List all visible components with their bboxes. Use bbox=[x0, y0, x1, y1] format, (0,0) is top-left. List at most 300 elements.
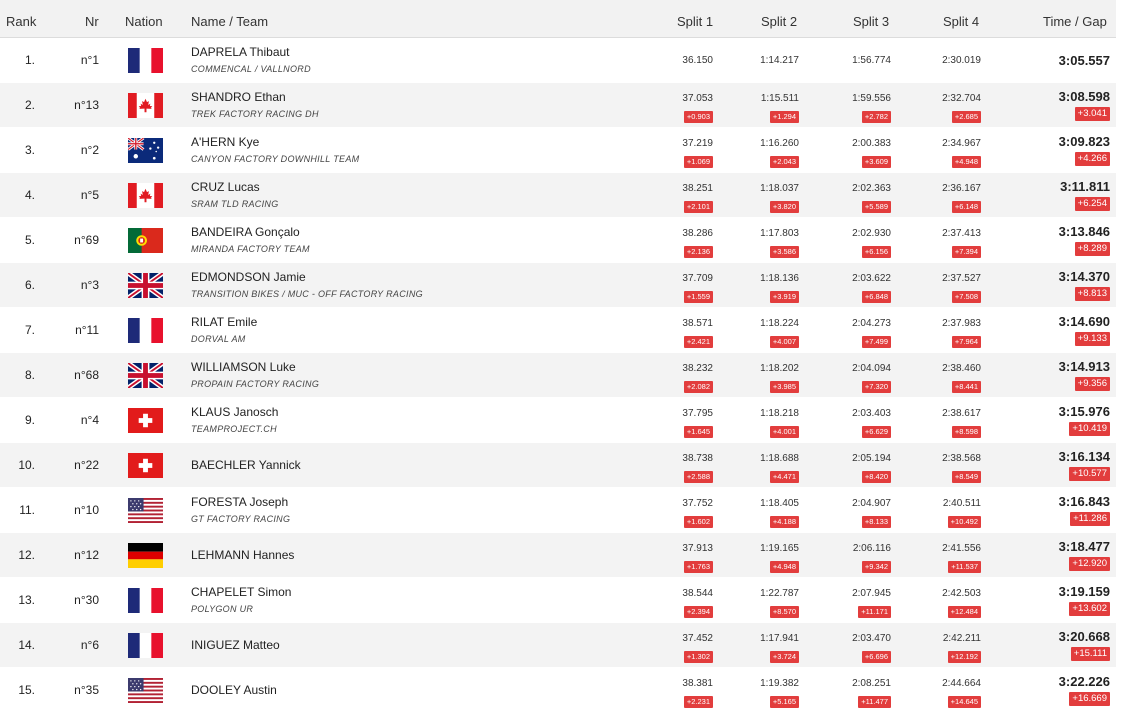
rank: 9. bbox=[24, 413, 35, 427]
split-1 bbox=[643, 498, 713, 528]
bib-number: n°10 bbox=[74, 503, 99, 517]
nation-flag-icon bbox=[128, 318, 163, 343]
gap-badge: +13.602 bbox=[1069, 602, 1110, 616]
split-time: 37.795 bbox=[682, 408, 713, 419]
rider-name[interactable]: RILAT Emile bbox=[191, 315, 258, 329]
split-gap-badge: +2.588 bbox=[684, 471, 713, 483]
split-gap-badge: +8.598 bbox=[952, 426, 981, 438]
split-time: 2:42.211 bbox=[942, 633, 981, 644]
split-2 bbox=[729, 453, 799, 483]
team-name: CANYON FACTORY DOWNHILL TEAM bbox=[191, 154, 360, 164]
split-time: 37.913 bbox=[682, 543, 713, 554]
rank: 10. bbox=[18, 458, 35, 472]
table-row[interactable] bbox=[0, 173, 1116, 218]
gap-badge: +6.254 bbox=[1075, 197, 1110, 211]
split-gap-badge: +7.964 bbox=[952, 336, 981, 348]
total-time: 3:13.846 bbox=[1058, 224, 1110, 239]
split-time: 1:19.382 bbox=[760, 678, 799, 689]
split-3 bbox=[821, 408, 891, 438]
split-gap-badge: +1.645 bbox=[684, 426, 713, 438]
split-3 bbox=[821, 588, 891, 618]
split-gap-badge: +2.136 bbox=[684, 246, 713, 258]
split-time: 38.544 bbox=[682, 588, 713, 599]
split-gap-badge: +4.188 bbox=[770, 516, 799, 528]
split-gap-badge: +2.231 bbox=[684, 696, 713, 708]
split-time: 38.381 bbox=[682, 678, 713, 689]
finish-time bbox=[1020, 443, 1110, 487]
total-time: 3:14.370 bbox=[1058, 269, 1110, 284]
split-4 bbox=[911, 93, 981, 123]
gap-badge: +16.669 bbox=[1069, 692, 1110, 706]
rank: 5. bbox=[24, 233, 35, 247]
total-time: 3:16.843 bbox=[1058, 494, 1110, 509]
split-time: 2:04.094 bbox=[852, 363, 891, 374]
gap-badge: +9.133 bbox=[1075, 332, 1110, 346]
split-3 bbox=[821, 633, 891, 663]
split-time: 2:03.403 bbox=[852, 408, 891, 419]
split-1 bbox=[643, 633, 713, 663]
split-gap-badge: +3.985 bbox=[770, 381, 799, 393]
split-time: 37.452 bbox=[682, 633, 713, 644]
total-time: 3:16.134 bbox=[1058, 449, 1110, 464]
split-gap-badge: +7.394 bbox=[952, 246, 981, 258]
table-row[interactable] bbox=[0, 38, 1116, 83]
split-gap-badge: +1.602 bbox=[684, 516, 713, 528]
bib-number: n°12 bbox=[74, 548, 99, 562]
rank: 7. bbox=[24, 323, 35, 337]
split-2 bbox=[729, 588, 799, 618]
split-time: 1:18.136 bbox=[760, 273, 799, 284]
split-gap-badge: +3.919 bbox=[770, 291, 799, 303]
nation-flag-icon bbox=[128, 228, 163, 253]
finish-time bbox=[1020, 668, 1110, 712]
gap-badge: +10.577 bbox=[1069, 467, 1110, 481]
split-2 bbox=[729, 228, 799, 258]
split-2 bbox=[729, 678, 799, 708]
header-name-team[interactable]: Name / Team bbox=[191, 14, 269, 29]
split-gap-badge: +14.645 bbox=[948, 696, 981, 708]
split-4 bbox=[911, 318, 981, 348]
table-row[interactable] bbox=[0, 668, 1116, 713]
split-gap-badge: +3.586 bbox=[770, 246, 799, 258]
split-2 bbox=[729, 498, 799, 528]
split-time: 1:17.803 bbox=[760, 228, 799, 239]
finish-time bbox=[1020, 173, 1110, 217]
split-3 bbox=[821, 363, 891, 393]
split-4 bbox=[911, 588, 981, 618]
split-time: 1:19.165 bbox=[760, 543, 799, 554]
table-row[interactable] bbox=[0, 623, 1116, 668]
header-nation[interactable]: Nation bbox=[125, 14, 163, 29]
split-time: 1:56.774 bbox=[852, 55, 891, 66]
bib-number: n°22 bbox=[74, 458, 99, 472]
split-gap-badge: +9.342 bbox=[862, 561, 891, 573]
split-3 bbox=[821, 183, 891, 213]
table-row[interactable] bbox=[0, 353, 1116, 398]
split-2 bbox=[729, 138, 799, 168]
split-2 bbox=[729, 543, 799, 573]
split-time: 1:18.688 bbox=[760, 453, 799, 464]
split-2 bbox=[729, 633, 799, 663]
rank: 8. bbox=[24, 368, 35, 382]
finish-time bbox=[1020, 263, 1110, 307]
header-split-3[interactable]: Split 3 bbox=[853, 14, 890, 29]
nation-flag-icon bbox=[128, 543, 163, 568]
split-3 bbox=[821, 543, 891, 573]
split-gap-badge: +6.156 bbox=[862, 246, 891, 258]
split-time: 2:38.460 bbox=[942, 363, 981, 374]
split-4 bbox=[911, 633, 981, 663]
table-row[interactable] bbox=[0, 263, 1116, 308]
rider-name[interactable]: SHANDRO Ethan bbox=[191, 90, 286, 104]
split-gap-badge: +2.082 bbox=[684, 381, 713, 393]
table-row[interactable] bbox=[0, 308, 1116, 353]
split-gap-badge: +2.421 bbox=[684, 336, 713, 348]
split-gap-badge: +11.537 bbox=[948, 561, 981, 573]
table-row[interactable] bbox=[0, 533, 1116, 578]
split-1 bbox=[643, 408, 713, 438]
finish-time bbox=[1020, 353, 1110, 397]
split-time: 2:40.511 bbox=[942, 498, 981, 509]
header-rank[interactable]: Rank bbox=[6, 14, 37, 29]
split-time: 2:30.019 bbox=[942, 55, 981, 66]
team-name: MIRANDA FACTORY TEAM bbox=[191, 244, 310, 254]
nation-flag-icon bbox=[128, 363, 163, 388]
split-gap-badge: +8.420 bbox=[862, 471, 891, 483]
split-3 bbox=[821, 318, 891, 348]
split-2 bbox=[729, 273, 799, 303]
split-1 bbox=[643, 453, 713, 483]
split-1 bbox=[643, 183, 713, 213]
rank: 15. bbox=[18, 683, 35, 697]
rank: 4. bbox=[24, 188, 35, 202]
bib-number: n°35 bbox=[74, 683, 99, 697]
rank: 13. bbox=[18, 593, 35, 607]
split-4 bbox=[911, 543, 981, 573]
split-gap-badge: +8.133 bbox=[862, 516, 891, 528]
split-1 bbox=[643, 363, 713, 393]
rider-name[interactable]: LEHMANN Hannes bbox=[191, 548, 295, 562]
split-gap-badge: +3.724 bbox=[770, 651, 799, 663]
bib-number: n°11 bbox=[75, 323, 99, 337]
rank: 12. bbox=[18, 548, 35, 562]
nation-flag-icon bbox=[128, 138, 163, 163]
split-time: 2:05.194 bbox=[852, 453, 891, 464]
split-4 bbox=[911, 678, 981, 708]
split-gap-badge: +8.441 bbox=[952, 381, 981, 393]
nation-flag-icon bbox=[128, 453, 163, 478]
rank: 11. bbox=[19, 503, 35, 517]
rider-name[interactable]: CHAPELET Simon bbox=[191, 585, 292, 599]
split-time: 2:41.556 bbox=[942, 543, 981, 554]
total-time: 3:19.159 bbox=[1058, 584, 1110, 599]
split-time: 2:04.907 bbox=[852, 498, 891, 509]
split-2 bbox=[729, 183, 799, 213]
bib-number: n°5 bbox=[80, 188, 99, 202]
split-3 bbox=[821, 453, 891, 483]
split-time: 2:34.967 bbox=[942, 138, 981, 149]
nation-flag-icon bbox=[128, 408, 163, 433]
finish-time bbox=[1020, 623, 1110, 667]
header-nr[interactable]: Nr bbox=[85, 14, 99, 29]
split-gap-badge: +1.302 bbox=[684, 651, 713, 663]
split-2 bbox=[729, 363, 799, 393]
rank: 1. bbox=[24, 53, 35, 67]
nation-flag-icon bbox=[128, 273, 163, 298]
split-gap-badge: +2.394 bbox=[684, 606, 713, 618]
team-name: TREK FACTORY RACING DH bbox=[191, 109, 319, 119]
table-row[interactable] bbox=[0, 218, 1116, 263]
gap-badge: +15.111 bbox=[1071, 647, 1110, 661]
split-gap-badge: +1.559 bbox=[684, 291, 713, 303]
split-time: 38.738 bbox=[682, 453, 713, 464]
team-name: GT FACTORY RACING bbox=[191, 514, 291, 524]
bib-number: n°4 bbox=[80, 413, 99, 427]
bib-number: n°68 bbox=[74, 368, 99, 382]
split-gap-badge: +12.484 bbox=[948, 606, 981, 618]
split-3 bbox=[821, 498, 891, 528]
gap-badge: +10.419 bbox=[1069, 422, 1110, 436]
split-gap-badge: +2.782 bbox=[862, 111, 891, 123]
split-time: 2:02.363 bbox=[852, 183, 891, 194]
nation-flag-icon bbox=[128, 633, 163, 658]
rider-name[interactable]: EDMONDSON Jamie bbox=[191, 270, 306, 284]
bib-number: n°3 bbox=[80, 278, 99, 292]
split-time: 2:02.930 bbox=[852, 228, 891, 239]
nation-flag-icon bbox=[128, 48, 163, 73]
rider-name[interactable]: FORESTA Joseph bbox=[191, 495, 289, 509]
rider-name[interactable]: DAPRELA Thibaut bbox=[191, 45, 290, 59]
split-3 bbox=[821, 55, 891, 85]
split-time: 1:18.202 bbox=[760, 363, 799, 374]
rank: 3. bbox=[24, 143, 35, 157]
rider-name[interactable]: DOOLEY Austin bbox=[191, 683, 277, 697]
split-gap-badge: +3.609 bbox=[862, 156, 891, 168]
total-time: 3:14.690 bbox=[1058, 314, 1110, 329]
team-name: SRAM TLD RACING bbox=[191, 199, 279, 209]
rider-name[interactable]: INIGUEZ Matteo bbox=[191, 638, 280, 652]
split-3 bbox=[821, 138, 891, 168]
split-2 bbox=[729, 55, 799, 85]
split-gap-badge: +4.007 bbox=[770, 336, 799, 348]
split-2 bbox=[729, 408, 799, 438]
split-gap-badge: +5.589 bbox=[862, 201, 891, 213]
split-time: 1:18.224 bbox=[760, 318, 799, 329]
split-time: 37.219 bbox=[682, 138, 713, 149]
team-name: COMMENCAL / VALLNORD bbox=[191, 64, 311, 74]
nation-flag-icon bbox=[128, 588, 163, 613]
split-1 bbox=[643, 55, 713, 85]
split-gap-badge: +11.171 bbox=[858, 606, 891, 618]
header-split-4[interactable]: Split 4 bbox=[943, 14, 980, 29]
split-1 bbox=[643, 273, 713, 303]
nation-flag-icon bbox=[128, 183, 163, 208]
split-1 bbox=[643, 543, 713, 573]
header-split-2[interactable]: Split 2 bbox=[761, 14, 798, 29]
split-3 bbox=[821, 678, 891, 708]
total-time: 3:20.668 bbox=[1058, 629, 1110, 644]
split-2 bbox=[729, 318, 799, 348]
split-gap-badge: +4.471 bbox=[770, 471, 799, 483]
total-time: 3:14.913 bbox=[1058, 359, 1110, 374]
split-gap-badge: +8.570 bbox=[770, 606, 799, 618]
table-row[interactable] bbox=[0, 443, 1116, 488]
split-gap-badge: +2.101 bbox=[684, 201, 713, 213]
rider-name[interactable]: A'HERN Kye bbox=[191, 135, 260, 149]
split-gap-badge: +7.499 bbox=[862, 336, 891, 348]
table-row[interactable] bbox=[0, 488, 1116, 533]
table-row[interactable] bbox=[0, 128, 1116, 173]
nation-flag-icon bbox=[128, 498, 163, 523]
split-time: 1:18.405 bbox=[760, 498, 799, 509]
team-name: POLYGON UR bbox=[191, 604, 254, 614]
split-time: 2:32.704 bbox=[942, 93, 981, 104]
split-1 bbox=[643, 678, 713, 708]
split-1 bbox=[643, 318, 713, 348]
split-time: 2:04.273 bbox=[852, 318, 891, 329]
rank: 2. bbox=[24, 98, 35, 112]
split-gap-badge: +7.508 bbox=[952, 291, 981, 303]
rider-name[interactable]: BANDEIRA Gonçalo bbox=[191, 225, 300, 239]
split-time: 2:00.383 bbox=[852, 138, 891, 149]
finish-time bbox=[1020, 83, 1110, 127]
rider-name[interactable]: KLAUS Janosch bbox=[191, 405, 279, 419]
bib-number: n°30 bbox=[74, 593, 99, 607]
finish-time bbox=[1020, 533, 1110, 577]
finish-time bbox=[1020, 218, 1110, 262]
split-2 bbox=[729, 93, 799, 123]
bib-number: n°2 bbox=[80, 143, 99, 157]
split-time: 37.752 bbox=[682, 498, 713, 509]
nation-flag-icon bbox=[128, 678, 163, 703]
split-time: 38.571 bbox=[682, 318, 713, 329]
total-time: 3:09.823 bbox=[1058, 134, 1110, 149]
split-4 bbox=[911, 183, 981, 213]
total-time: 3:18.477 bbox=[1058, 539, 1110, 554]
split-gap-badge: +6.629 bbox=[862, 426, 891, 438]
split-time: 1:15.511 bbox=[760, 93, 799, 104]
split-4 bbox=[911, 363, 981, 393]
split-gap-badge: +2.043 bbox=[770, 156, 799, 168]
split-4 bbox=[911, 273, 981, 303]
finish-time bbox=[1020, 398, 1110, 442]
gap-badge: +9.356 bbox=[1075, 377, 1110, 391]
split-time: 2:36.167 bbox=[942, 183, 981, 194]
header-split-1[interactable]: Split 1 bbox=[677, 14, 714, 29]
split-time: 1:22.787 bbox=[760, 588, 799, 599]
team-name: TEAMPROJECT.CH bbox=[191, 424, 277, 434]
split-1 bbox=[643, 588, 713, 618]
rank: 6. bbox=[24, 278, 35, 292]
table-header bbox=[0, 0, 1116, 38]
split-gap-badge: +3.820 bbox=[770, 201, 799, 213]
rank: 14. bbox=[18, 638, 35, 652]
gap-badge: +8.813 bbox=[1075, 287, 1110, 301]
finish-time bbox=[1020, 488, 1110, 532]
bib-number: n°6 bbox=[80, 638, 99, 652]
rider-name[interactable]: CRUZ Lucas bbox=[191, 180, 260, 194]
split-gap-badge: +4.001 bbox=[770, 426, 799, 438]
split-gap-badge: +12.192 bbox=[948, 651, 981, 663]
split-4 bbox=[911, 408, 981, 438]
finish-time bbox=[1020, 308, 1110, 352]
split-time: 1:14.217 bbox=[760, 55, 799, 66]
split-time: 2:38.568 bbox=[942, 453, 981, 464]
split-gap-badge: +1.763 bbox=[684, 561, 713, 573]
table-body bbox=[0, 38, 1116, 713]
split-time: 37.053 bbox=[682, 93, 713, 104]
split-time: 2:03.622 bbox=[852, 273, 891, 284]
split-time: 1:16.260 bbox=[760, 138, 799, 149]
split-time: 2:37.983 bbox=[942, 318, 981, 329]
total-time: 3:11.811 bbox=[1060, 179, 1110, 194]
split-time: 38.286 bbox=[682, 228, 713, 239]
split-gap-badge: +7.320 bbox=[862, 381, 891, 393]
bib-number: n°13 bbox=[74, 98, 99, 112]
gap-badge: +8.289 bbox=[1075, 242, 1110, 256]
gap-badge: +12.920 bbox=[1069, 557, 1110, 571]
total-time: 3:05.557 bbox=[1058, 53, 1110, 68]
table-row[interactable] bbox=[0, 398, 1116, 443]
team-name: TRANSITION BIKES / MUC - OFF FACTORY RACING bbox=[191, 289, 423, 299]
split-gap-badge: +6.848 bbox=[862, 291, 891, 303]
split-time: 38.251 bbox=[682, 183, 713, 194]
split-gap-badge: +5.165 bbox=[770, 696, 799, 708]
split-time: 2:07.945 bbox=[852, 588, 891, 599]
rider-name[interactable]: BAECHLER Yannick bbox=[191, 458, 301, 472]
bib-number: n°69 bbox=[74, 233, 99, 247]
split-1 bbox=[643, 93, 713, 123]
split-time: 37.709 bbox=[682, 273, 713, 284]
split-4 bbox=[911, 228, 981, 258]
split-time: 2:37.527 bbox=[942, 273, 981, 284]
split-time: 36.150 bbox=[682, 55, 713, 66]
split-gap-badge: +2.685 bbox=[952, 111, 981, 123]
split-3 bbox=[821, 93, 891, 123]
split-gap-badge: +6.148 bbox=[952, 201, 981, 213]
team-name: DORVAL AM bbox=[191, 334, 246, 344]
table-row[interactable] bbox=[0, 578, 1116, 623]
nation-flag-icon bbox=[128, 93, 163, 118]
bib-number: n°1 bbox=[80, 53, 99, 67]
finish-time bbox=[1020, 128, 1110, 172]
split-3 bbox=[821, 273, 891, 303]
total-time: 3:22.226 bbox=[1058, 674, 1110, 689]
table-row[interactable] bbox=[0, 83, 1116, 128]
split-4 bbox=[911, 498, 981, 528]
split-gap-badge: +1.069 bbox=[684, 156, 713, 168]
total-time: 3:15.976 bbox=[1058, 404, 1110, 419]
split-gap-badge: +0.903 bbox=[684, 111, 713, 123]
gap-badge: +11.286 bbox=[1070, 512, 1110, 526]
finish-time bbox=[1020, 578, 1110, 622]
split-gap-badge: +4.948 bbox=[770, 561, 799, 573]
split-time: 2:03.470 bbox=[852, 633, 891, 644]
split-3 bbox=[821, 228, 891, 258]
split-time: 38.232 bbox=[682, 363, 713, 374]
split-time: 2:37.413 bbox=[942, 228, 981, 239]
split-4 bbox=[911, 138, 981, 168]
split-gap-badge: +4.948 bbox=[952, 156, 981, 168]
split-time: 2:08.251 bbox=[852, 678, 891, 689]
gap-badge: +4.266 bbox=[1075, 152, 1110, 166]
split-time: 2:06.116 bbox=[852, 543, 891, 554]
split-time: 2:42.503 bbox=[942, 588, 981, 599]
split-4 bbox=[911, 453, 981, 483]
header-time-gap[interactable]: Time / Gap bbox=[1043, 14, 1107, 29]
finish-time bbox=[1020, 38, 1110, 82]
rider-name[interactable]: WILLIAMSON Luke bbox=[191, 360, 296, 374]
